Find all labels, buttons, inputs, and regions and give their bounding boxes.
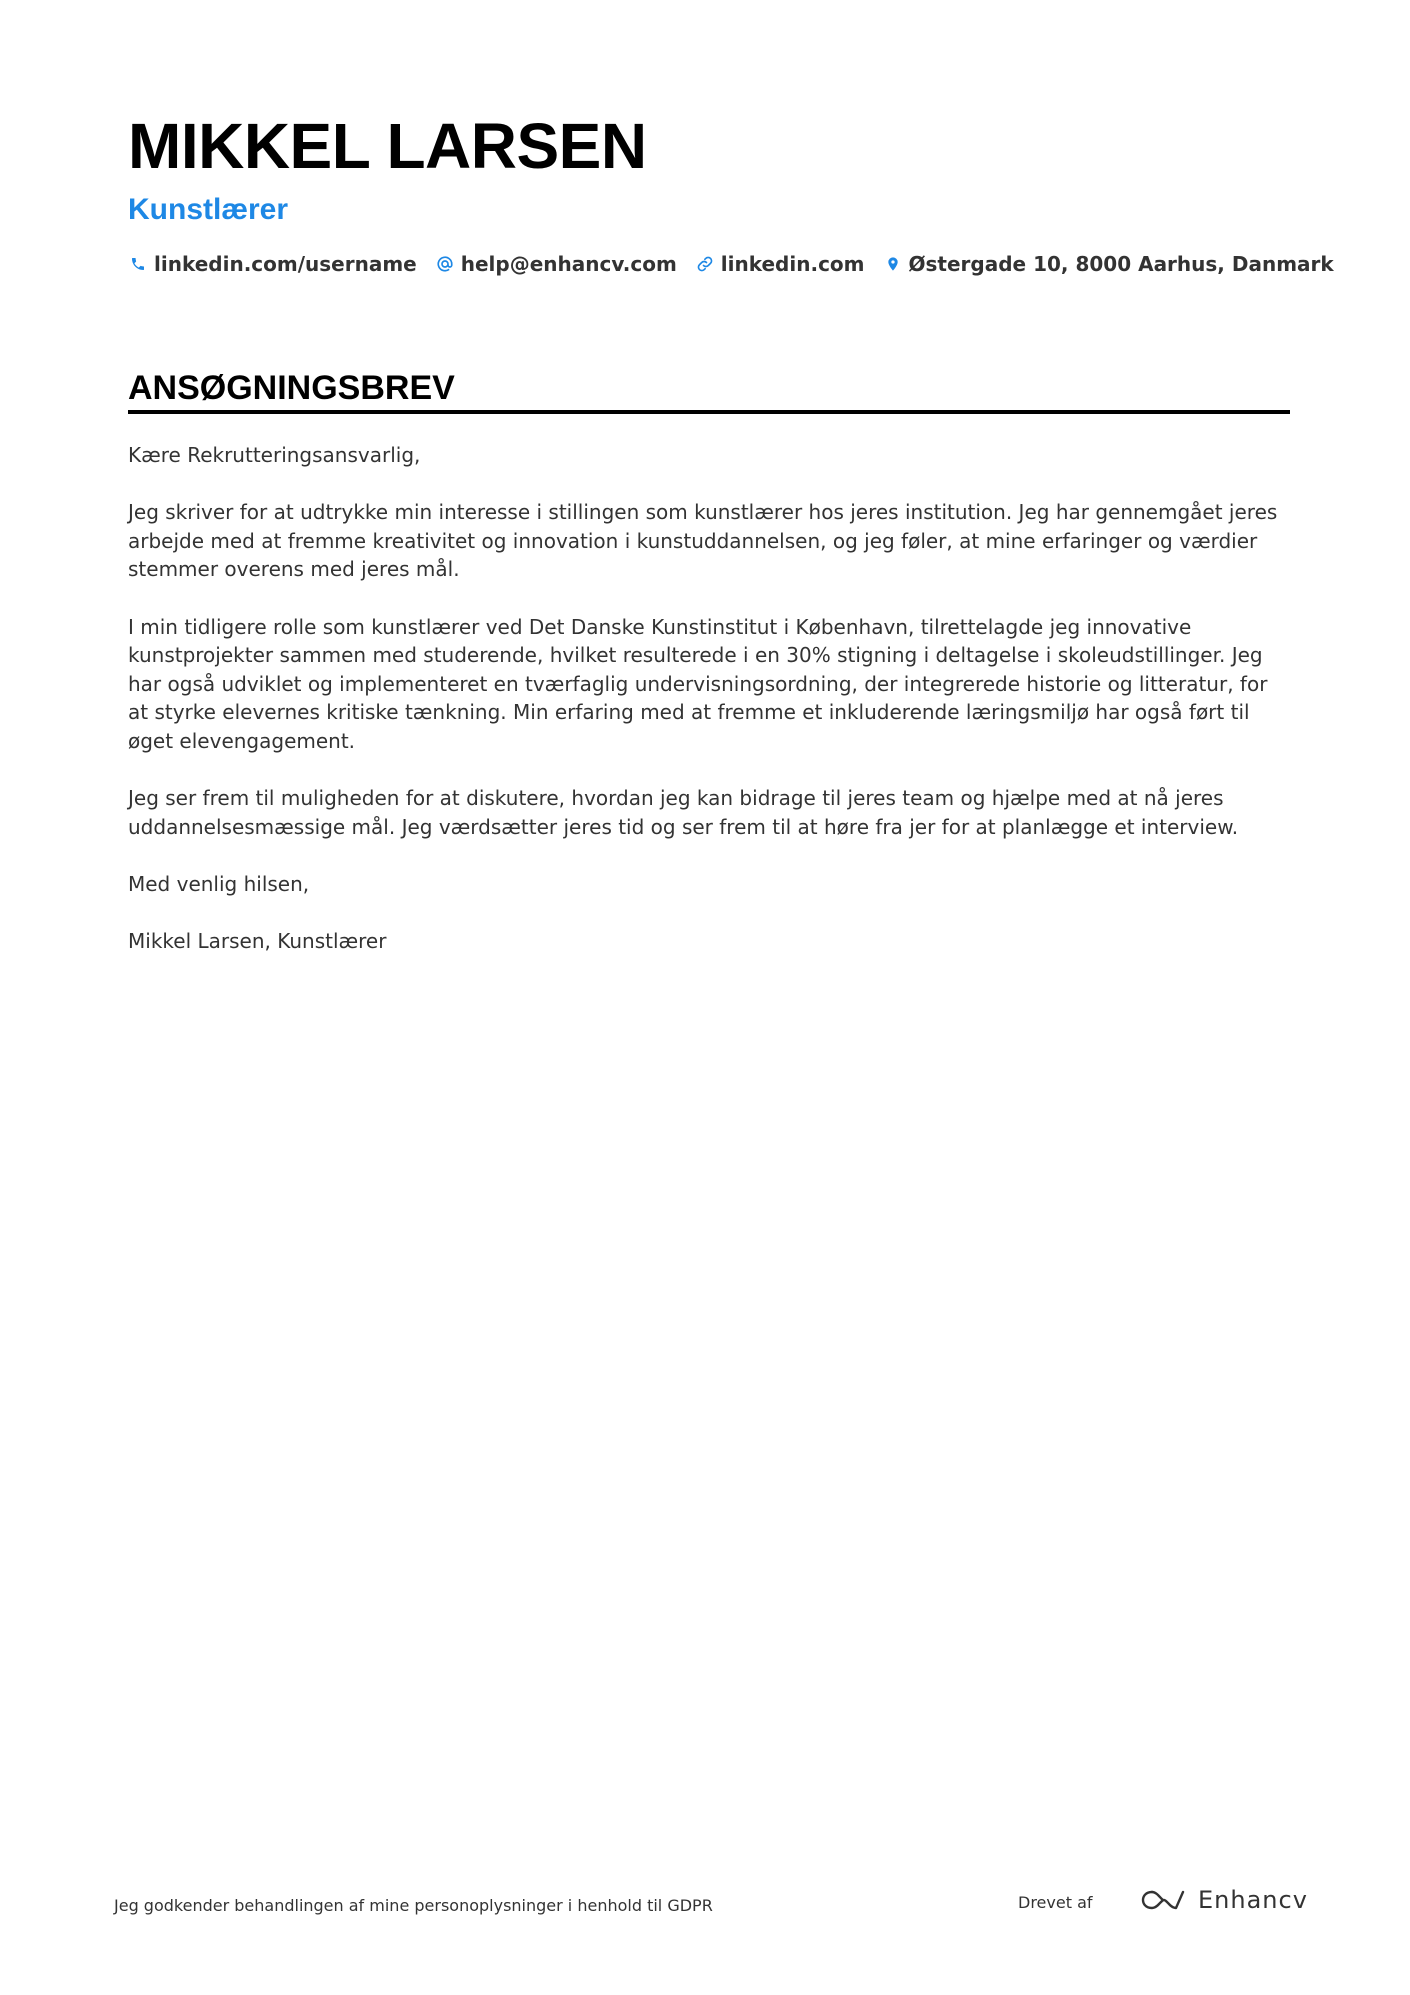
contact-email[interactable] <box>435 252 677 276</box>
letter-salutation: Kære Rekrutteringsansvarlig, <box>128 443 421 467</box>
contact-address-text: Østergade 10, 8000 Aarhus, Danmark <box>908 252 1334 276</box>
letter-closing: Med venlig hilsen, <box>128 871 310 896</box>
contact-phone[interactable] <box>128 252 417 276</box>
letter-paragraph: Jeg skriver for at udtrykke min interesse i stillingen som kunstlærer hos jeres institution. Jeg har gennemgået jeres arbejde med at fremme kreativitet og innovation i kunstuddannelsen, og jeg føler, at mine erfaringer og værdier stemmer overens med jeres mål. <box>128 500 1278 582</box>
contact-link[interactable] <box>695 252 865 276</box>
at-icon <box>435 254 455 274</box>
enhancv-logo-icon <box>1140 1887 1186 1913</box>
phone-icon <box>128 254 148 274</box>
section-title: ANSØGNINGSBREV <box>128 369 455 407</box>
gdpr-consent-text: Jeg godkender behandlingen af mine personoplysninger i henhold til GDPR <box>114 1896 713 1915</box>
brand-name: Enhancv <box>1198 1886 1308 1914</box>
letter-body <box>128 441 1290 984</box>
contact-email-text: help@enhancv.com <box>460 252 677 276</box>
contact-phone-text: linkedin.com/username <box>154 252 417 276</box>
contact-address <box>883 252 1334 276</box>
link-icon <box>695 254 715 274</box>
section-divider <box>128 410 1290 414</box>
contact-link-text: linkedin.com <box>720 252 865 276</box>
applicant-role: Kunstlærer <box>128 193 289 226</box>
applicant-name: MIKKEL LARSEN <box>128 110 647 182</box>
letter-paragraph: I min tidligere rolle som kunstlærer ved Det Danske Kunstinstitut i København, tilrettelagde jeg innovative kunstprojekter sammen med studerende, hvilket resulterede i en 30% stigning i deltagelse i skoleudstillinger. Jeg har også udviklet og implementeret en tværfaglig undervisningsordning, der integrerede historie og litteratur, for at styrke elevernes kritiske tænkning. Min erfaring med at fremme et inkluderende læringsmiljø har også ført til øget elevengagement. <box>128 614 1268 753</box>
letter-signature: Mikkel Larsen, Kunstlærer <box>128 929 387 954</box>
location-pin-icon <box>883 254 903 274</box>
letter-paragraph: Jeg ser frem til muligheden for at diskutere, hvordan jeg kan bidrage til jeres team og hjælpe med at nå jeres uddannelsesmæssige mål. Jeg værdsætter jeres tid og ser frem til at høre fra jer for at planlægge et interview. <box>128 786 1239 839</box>
powered-by-label: Drevet af <box>1018 1893 1093 1912</box>
contact-bar <box>128 252 1352 276</box>
enhancv-brand[interactable] <box>1140 1886 1308 1914</box>
